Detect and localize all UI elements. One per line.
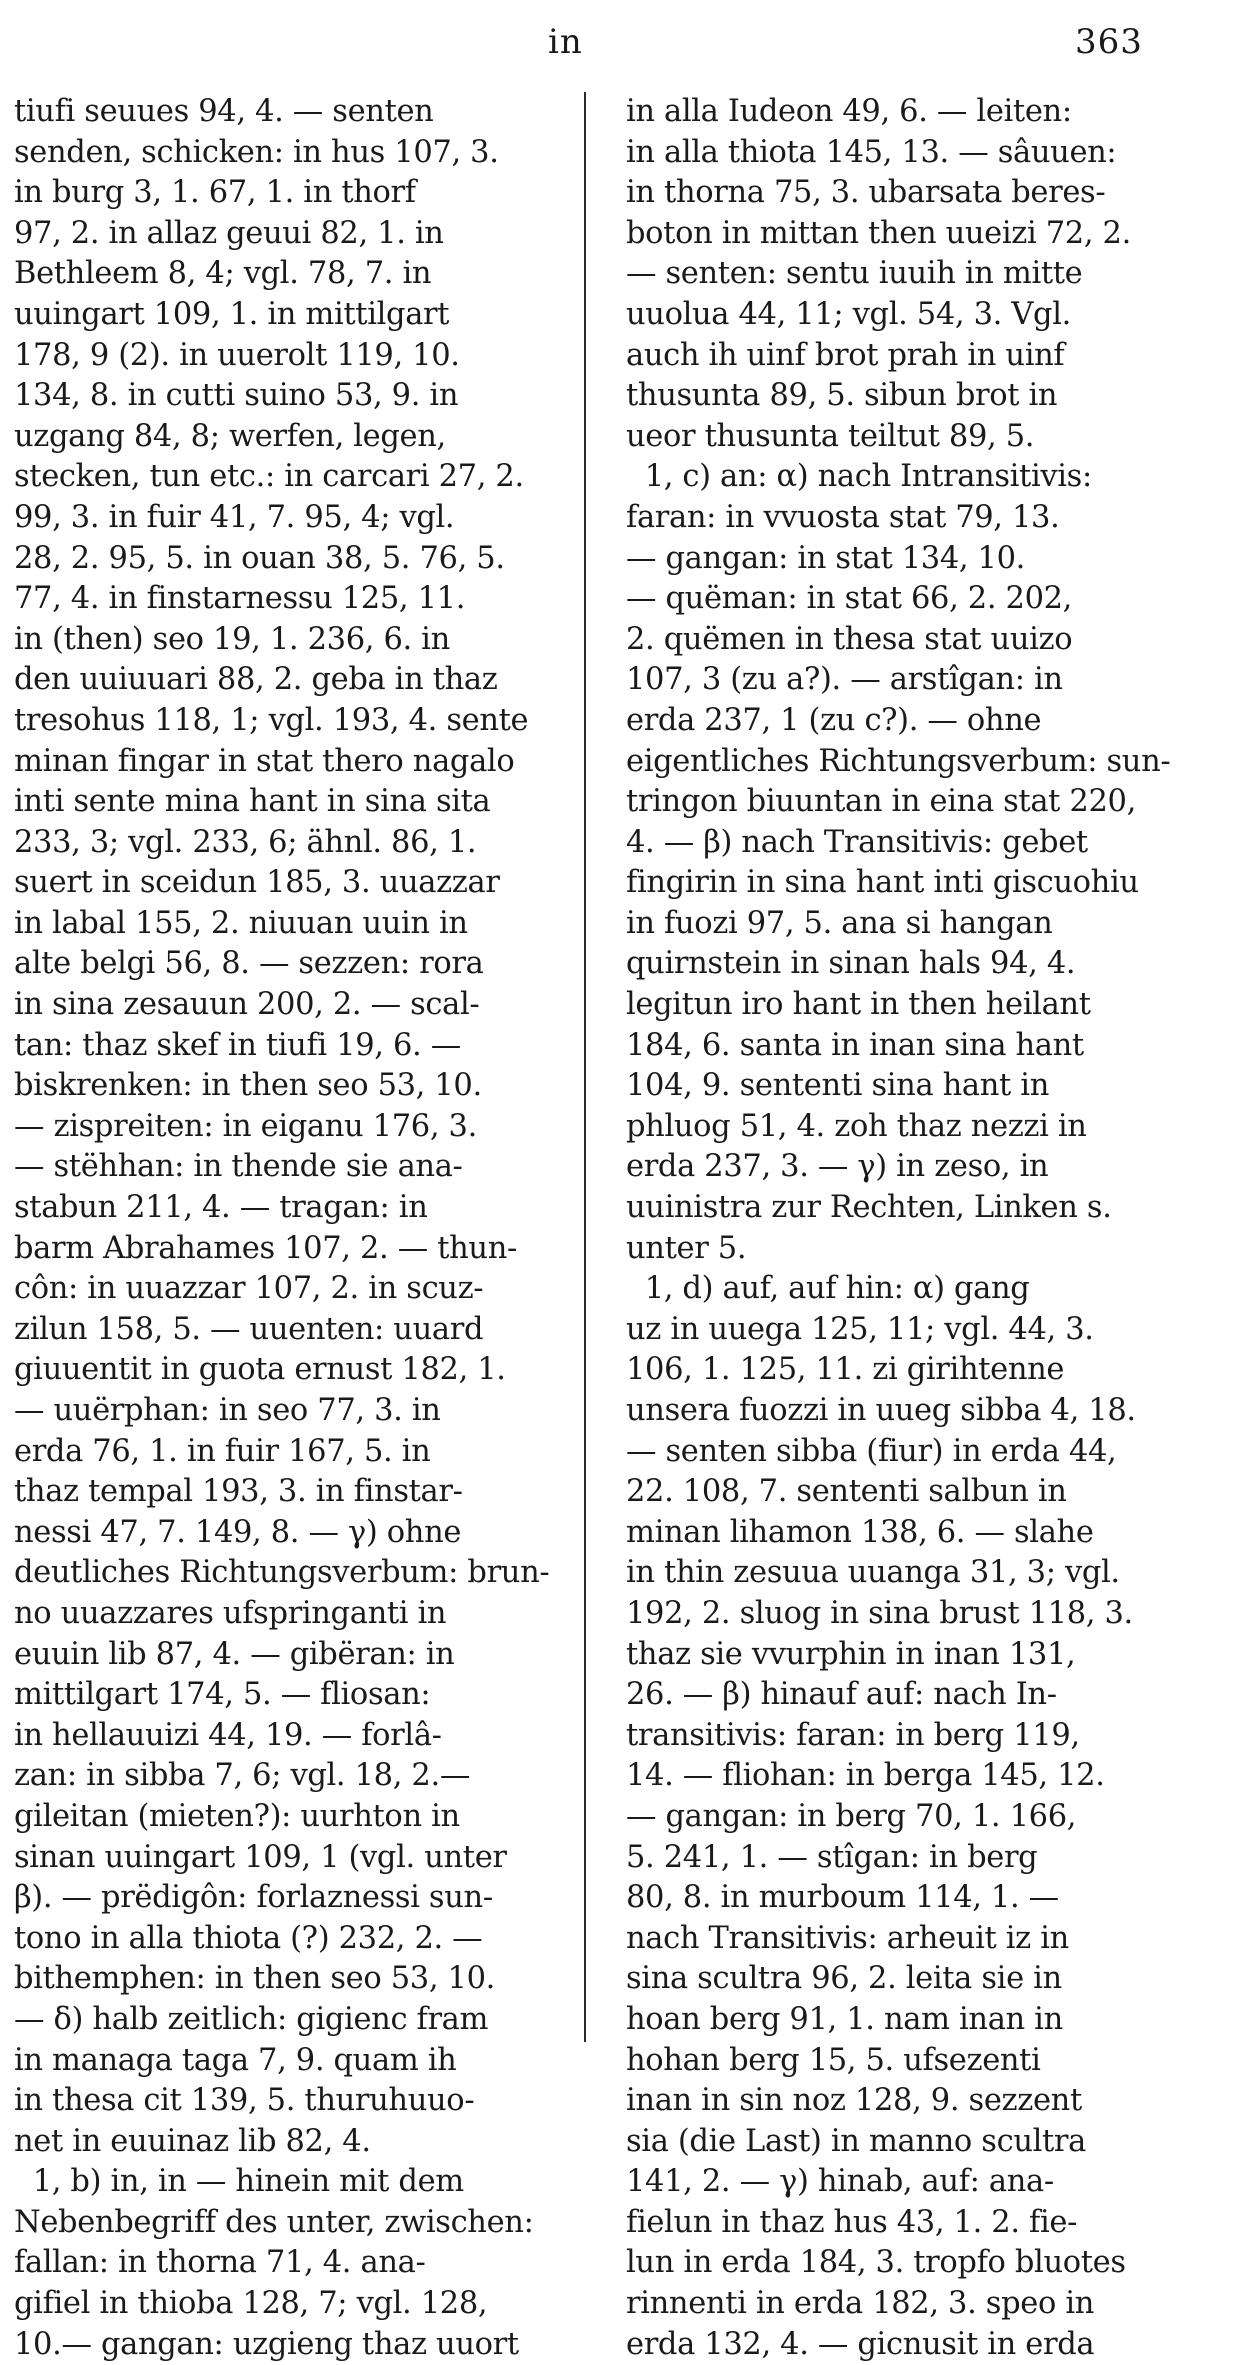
text-line: phluog 51, 4. zoh thaz nezzi in xyxy=(626,1108,1087,1144)
text-line: thusunta 89, 5. sibun brot in xyxy=(626,378,1058,414)
text-line: uuingart 109, 1. in mittilgart xyxy=(14,296,450,332)
text-line: sia (die Last) in manno scultra xyxy=(626,2123,1086,2159)
text-line: rinnenti in erda 182, 3. speo in xyxy=(626,2286,1095,2322)
text-line: 14. — fliohan: in berga 145, 12. xyxy=(626,1758,1105,1794)
text-line: 134, 8. in cutti suino 53, 9. in xyxy=(14,378,459,414)
text-line: unter 5. xyxy=(626,1230,747,1266)
text-line: uzgang 84, 8; werfen, legen, xyxy=(14,418,446,454)
text-line: — uuërphan: in seo 77, 3. in xyxy=(14,1393,441,1428)
text-line: 106, 1. 125, 11. zi girihtenne xyxy=(626,1352,1065,1388)
text-line: net in euuinaz lib 82, 4. xyxy=(14,2123,371,2159)
text-line: thaz tempal 193, 3. in finstar- xyxy=(14,1474,463,1510)
text-line: 233, 3; vgl. 233, 6; ähnl. 86, 1. xyxy=(14,824,477,860)
text-line: in thin zesuua uuanga 31, 3; vgl. xyxy=(626,1555,1120,1591)
text-line: — senten sibba (fiur) in erda 44, xyxy=(626,1433,1117,1469)
text-line: uz in uuega 125, 11; vgl. 44, 3. xyxy=(626,1311,1094,1347)
text-line: côn: in uuazzar 107, 2. in scuz- xyxy=(14,1271,484,1307)
text-line: in burg 3, 1. 67, 1. in thorf xyxy=(14,175,416,211)
text-line: zan: in sibba 7, 6; vgl. 18, 2.— xyxy=(14,1758,470,1794)
text-line: erda 76, 1. in fuir 167, 5. in xyxy=(14,1433,431,1469)
text-line: hoan berg 91, 1. nam inan in xyxy=(626,2001,1063,2037)
text-line: 1, c) an: α) nach Intransitivis: xyxy=(626,459,1092,495)
text-line: 80, 8. in murboum 114, 1. — xyxy=(626,1880,1059,1916)
text-line: lun in erda 184, 3. tropfo bluotes xyxy=(626,2245,1126,2281)
text-line: faran: in vvuosta stat 79, 13. xyxy=(626,499,1060,535)
text-line: erda 237, 1 (zu c?). — ohne xyxy=(626,702,1042,738)
text-line: 97, 2. in allaz geuui 82, 1. in xyxy=(14,215,444,251)
text-line: sina scultra 96, 2. leita sie in xyxy=(626,1961,1062,1997)
text-line: tan: thaz skef in tiufi 19, 6. — xyxy=(14,1027,461,1063)
text-line: erda 132, 4. — gicnusit in erda xyxy=(626,2326,1095,2362)
text-line: gileitan (mieten?): uurhton in xyxy=(14,1798,460,1834)
text-line: nach Transitivis: arheuit iz in xyxy=(626,1920,1069,1956)
text-line: in thesa cit 139, 5. thuruhuuo- xyxy=(14,2083,475,2119)
text-line: in managa taga 7, 9. quam ih xyxy=(14,2042,457,2078)
page-number: 363 xyxy=(1075,22,1143,62)
text-line: 1, b) in, in — hinein mit dem xyxy=(14,2164,464,2200)
text-line: Nebenbegriff des unter, zwischen: xyxy=(14,2204,534,2240)
text-line: deutliches Richtungsverbum: brun- xyxy=(14,1555,550,1591)
text-line: gifiel in thioba 128, 7; vgl. 128, xyxy=(14,2286,488,2322)
text-line: fielun in thaz hus 43, 1. 2. fie- xyxy=(626,2204,1078,2240)
text-line: bithemphen: in then seo 53, 10. xyxy=(14,1961,495,1997)
text-line: unsera fuozzi in uueg sibba 4, 18. xyxy=(626,1393,1136,1428)
text-line: in alla thiota 145, 13. — sâuuen: xyxy=(626,134,1117,170)
text-line: 99, 3. in fuir 41, 7. 95, 4; vgl. xyxy=(14,499,455,535)
text-line: Bethleem 8, 4; vgl. 78, 7. in xyxy=(14,256,432,292)
text-line: fallan: in thorna 71, 4. ana- xyxy=(14,2245,426,2281)
text-line: — zispreiten: in eiganu 176, 3. xyxy=(14,1108,477,1144)
text-line: stabun 211, 4. — tragan: in xyxy=(14,1190,428,1226)
text-line: legitun iro hant in then heilant xyxy=(626,987,1091,1023)
text-line: erda 237, 3. — γ) in zeso, in xyxy=(626,1149,1049,1185)
text-line: 26. — β) hinauf auf: nach In- xyxy=(626,1677,1057,1713)
column-divider xyxy=(584,92,586,2042)
text-line: 28, 2. 95, 5. in ouan 38, 5. 76, 5. xyxy=(14,540,505,576)
text-line: nessi 47, 7. 149, 8. — γ) ohne xyxy=(14,1514,462,1550)
text-line: inan in sin noz 128, 9. sezzent xyxy=(626,2083,1082,2119)
text-line: fingirin in sina hant inti giscuohiu xyxy=(626,865,1139,901)
text-line: in thorna 75, 3. ubarsata beres- xyxy=(626,175,1106,211)
text-line: in (then) seo 19, 1. 236, 6. in xyxy=(14,621,450,657)
text-line: inti sente mina hant in sina sita xyxy=(14,784,491,820)
text-line: mittilgart 174, 5. — fliosan: xyxy=(14,1677,431,1713)
text-line: 4. — β) nach Transitivis: gebet xyxy=(626,824,1088,860)
text-line: in alla Iudeon 49, 6. — leiten: xyxy=(626,94,1072,129)
text-line: no uuazzares ufspringanti in xyxy=(14,1595,447,1631)
text-line: minan fingar in stat thero nagalo xyxy=(14,743,515,779)
running-head-keyword: in xyxy=(548,22,583,62)
text-line: thaz sie vvurphin in inan 131, xyxy=(626,1636,1076,1672)
text-line: in fuozi 97, 5. ana si hangan xyxy=(626,905,1053,941)
text-line: transitivis: faran: in berg 119, xyxy=(626,1717,1080,1753)
text-line: 104, 9. sententi sina hant in xyxy=(626,1068,1050,1104)
text-line: uuinistra zur Rechten, Linken s. xyxy=(626,1190,1112,1226)
text-line: quirnstein in sinan hals 94, 4. xyxy=(626,946,1076,982)
text-line: in hellauuizi 44, 19. — forlâ- xyxy=(14,1717,442,1753)
text-line: — senten: sentu iuuih in mitte xyxy=(626,256,1083,292)
text-line: euuin lib 87, 4. — gibëran: in xyxy=(14,1636,455,1672)
text-line: β). — prëdigôn: forlaznessi sun- xyxy=(14,1880,493,1916)
text-line: eigentliches Richtungsverbum: sun- xyxy=(626,743,1171,779)
text-line: tono in alla thiota (?) 232, 2. — xyxy=(14,1920,483,1956)
text-line: 22. 108, 7. sententi salbun in xyxy=(626,1474,1067,1510)
text-line: — stëhhan: in thende sie ana- xyxy=(14,1149,463,1185)
text-line: minan lihamon 138, 6. — slahe xyxy=(626,1514,1094,1550)
text-line: 5. 241, 1. — stîgan: in berg xyxy=(626,1839,1038,1875)
text-line: 192, 2. sluog in sina brust 118, 3. xyxy=(626,1595,1133,1631)
text-line: stecken, tun etc.: in carcari 27, 2. xyxy=(14,459,524,495)
text-line: — δ) halb zeitlich: gigienc fram xyxy=(14,2001,489,2037)
text-line: ueor thusunta teiltut 89, 5. xyxy=(626,418,1035,454)
text-line: auch ih uinf brot prah in uinf xyxy=(626,337,1065,373)
text-line: in labal 155, 2. niuuan uuin in xyxy=(14,905,468,941)
text-line: 1, d) auf, auf hin: α) gang xyxy=(626,1271,1030,1307)
text-line: — gangan: in berg 70, 1. 166, xyxy=(626,1798,1077,1834)
text-line: suert in sceidun 185, 3. uuazzar xyxy=(14,865,500,901)
text-line: 77, 4. in finstarnessu 125, 11. xyxy=(14,581,466,617)
left-column xyxy=(14,92,554,2365)
text-line: tringon biuuntan in eina stat 220, xyxy=(626,784,1136,820)
text-line: biskrenken: in then seo 53, 10. xyxy=(14,1068,482,1104)
text-line: uuolua 44, 11; vgl. 54, 3. Vgl. xyxy=(626,296,1071,332)
right-column xyxy=(626,92,1171,2365)
text-line: 2. quëmen in thesa stat uuizo xyxy=(626,621,1073,657)
text-line: barm Abrahames 107, 2. — thun- xyxy=(14,1230,517,1266)
text-line: 107, 3 (zu a?). — arstîgan: in xyxy=(626,662,1063,698)
text-line: senden, schicken: in hus 107, 3. xyxy=(14,134,499,170)
text-line: den uuiuuari 88, 2. geba in thaz xyxy=(14,662,498,698)
text-line: 178, 9 (2). in uuerolt 119, 10. xyxy=(14,337,460,373)
text-line: 10.— gangan: uzgieng thaz uuort xyxy=(14,2326,519,2362)
text-line: zilun 158, 5. — uuenten: uuard xyxy=(14,1311,484,1347)
text-line: 184, 6. santa in inan sina hant xyxy=(626,1027,1084,1063)
text-line: giuuentit in guota ernust 182, 1. xyxy=(14,1352,506,1388)
text-line: hohan berg 15, 5. ufsezenti xyxy=(626,2042,1041,2078)
text-line: alte belgi 56, 8. — sezzen: rora xyxy=(14,946,484,982)
text-line: tiufi seuues 94, 4. — senten xyxy=(14,94,434,129)
text-line: 141, 2. — γ) hinab, auf: ana- xyxy=(626,2164,1054,2200)
page-header xyxy=(0,14,1244,74)
text-line: tresohus 118, 1; vgl. 193, 4. sente xyxy=(14,702,529,738)
text-line: — gangan: in stat 134, 10. xyxy=(626,540,1026,576)
text-line: in sina zesauun 200, 2. — scal- xyxy=(14,987,480,1023)
text-line: sinan uuingart 109, 1 (vgl. unter xyxy=(14,1839,507,1875)
text-line: — quëman: in stat 66, 2. 202, xyxy=(626,581,1073,617)
text-line: boton in mittan then uueizi 72, 2. xyxy=(626,215,1131,251)
